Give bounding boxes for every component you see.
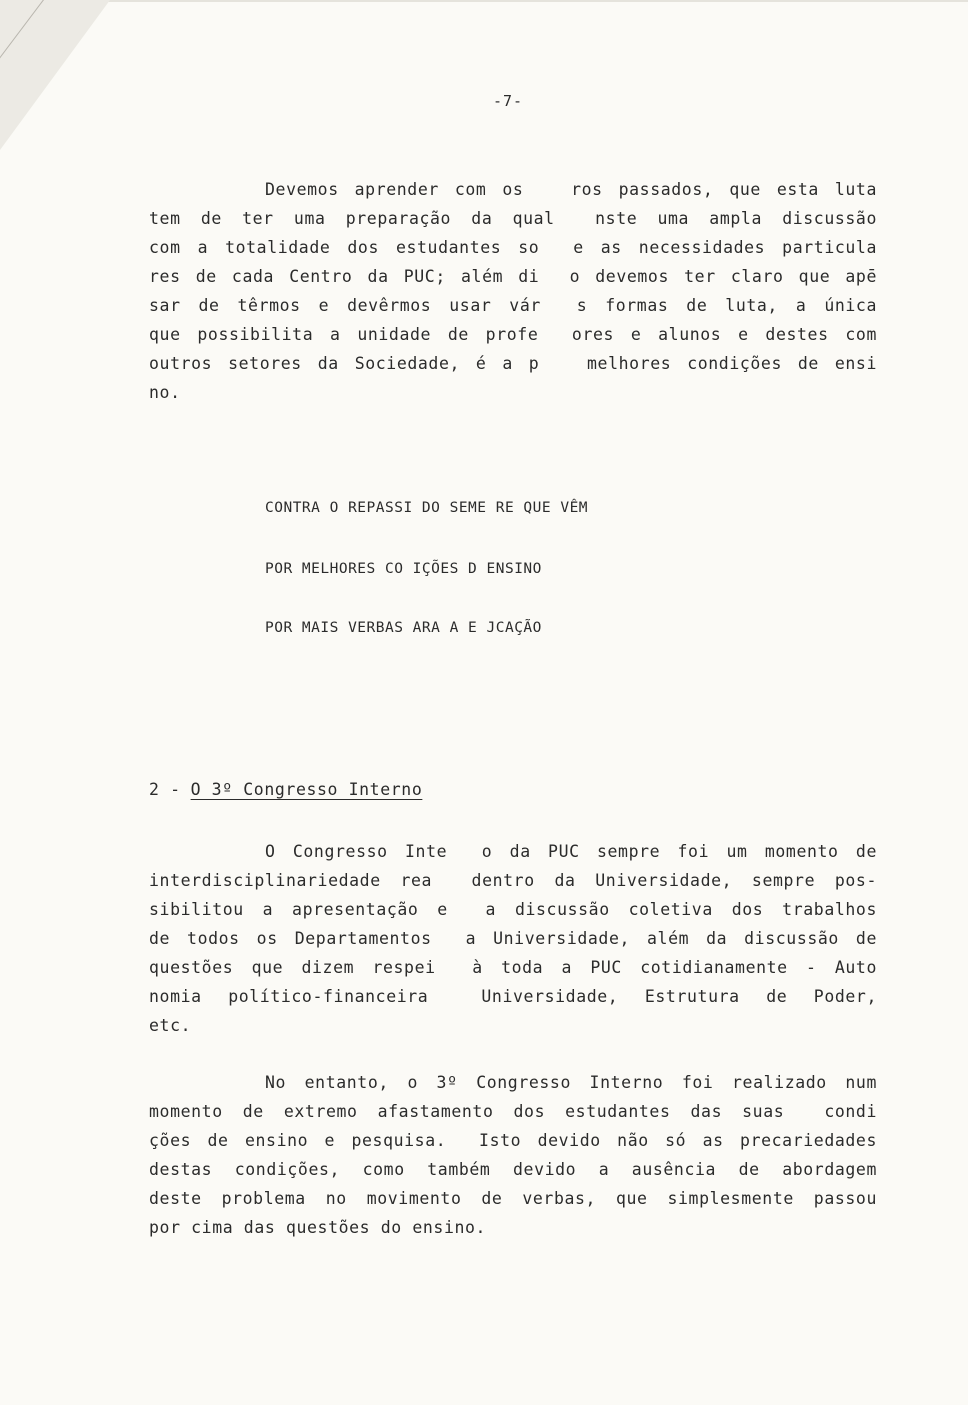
text-line: outros setores da Sociedade, é a p melhores condições de ensi	[149, 354, 877, 373]
text-line: com a totalidade dos estudantes so e as necessidades particula	[149, 238, 877, 257]
text-line: momento de extremo afastamento dos estudantes das suas condi	[149, 1102, 877, 1121]
paragraph-3	[149, 1068, 877, 1242]
slogan-line: POR MELHORES CO IÇÕES D ENSINO	[265, 561, 542, 577]
text-line: deste problema no movimento de verbas, que simplesmente passou	[149, 1189, 877, 1208]
section-title: O 3º Congresso Interno	[190, 780, 423, 799]
text-line: nomia político-financeira Universidade, Estrutura de Poder,	[149, 987, 877, 1006]
section-heading	[149, 780, 422, 799]
text-line: O Congresso Inte o da PUC sempre foi um momento de	[265, 842, 877, 861]
page-number: -7-	[493, 92, 524, 110]
folded-corner	[0, 0, 110, 150]
page-top-edge	[90, 0, 968, 2]
text-line: sibilitou a apresentação e a discussão coletiva dos trabalhos	[149, 900, 877, 919]
paragraph-2	[149, 837, 877, 1040]
text-line: sar de têrmos e devêrmos usar vár s formas de luta, a única	[149, 296, 877, 315]
text-line: que possibilita a unidade de profe ores e alunos e destes com	[149, 325, 877, 344]
text-line: por cima das questões do ensino.	[149, 1218, 487, 1237]
slogan-line: POR MAIS VERBAS ARA A E JCAÇÃO	[265, 620, 542, 636]
text-line: res de cada Centro da PUC; além di o devemos ter claro que apē	[149, 267, 877, 286]
paragraph-1	[149, 175, 877, 407]
text-line: etc.	[149, 1016, 192, 1035]
text-line: questões que dizem respei à toda a PUC cotidianamente - Auto	[149, 958, 877, 977]
text-line: no.	[149, 383, 181, 402]
slogan-line: CONTRA O REPASSI DO SEME RE QUE VÊM	[265, 500, 589, 516]
text-line: interdisciplinariedade rea dentro da Universidade, sempre pos-	[149, 871, 877, 890]
text-line: No entanto, o 3º Congresso Interno foi realizado num	[265, 1073, 877, 1092]
text-line: tem de ter uma preparação da qual nste uma ampla discussão	[149, 209, 877, 228]
text-line: destas condições, como também devido a ausência de abordagem	[149, 1160, 877, 1179]
text-line: Devemos aprender com os ros passados, que esta luta	[265, 180, 877, 199]
section-number: 2 -	[149, 780, 181, 799]
text-line: ções de ensino e pesquisa. Isto devido não só as precariedades	[149, 1131, 877, 1150]
text-line: de todos os Departamentos a Universidade, além da discussão de	[149, 929, 877, 948]
